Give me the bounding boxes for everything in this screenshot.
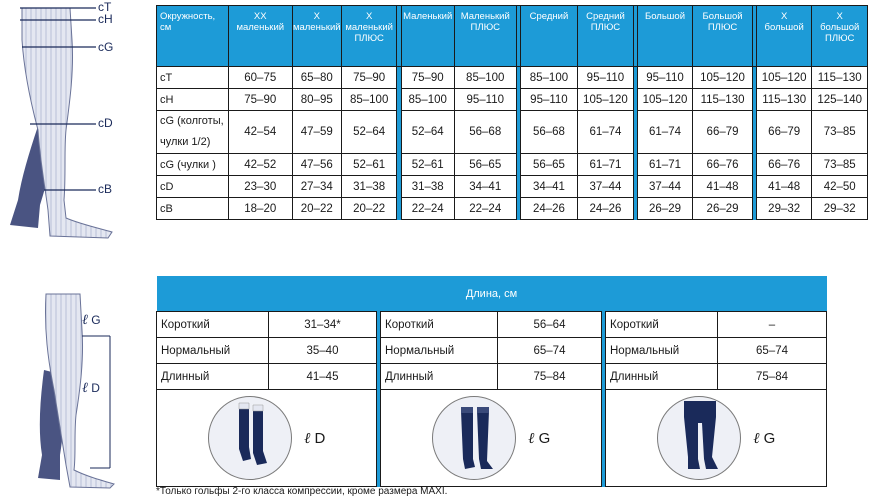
table-cell: 42–54 bbox=[228, 111, 292, 154]
length-header: Длина, см bbox=[157, 276, 827, 312]
length-value: 41–45 bbox=[269, 364, 377, 390]
tights-measurement-figure bbox=[0, 0, 150, 245]
table-cell: 75–90 bbox=[228, 89, 292, 111]
row-label: cT bbox=[157, 67, 229, 89]
table-row bbox=[157, 89, 868, 111]
length-label: Короткий bbox=[606, 312, 718, 338]
size-header-row bbox=[157, 6, 868, 67]
table-cell: 24–26 bbox=[578, 198, 633, 220]
table-cell: 85–100 bbox=[341, 89, 396, 111]
label-lG: ℓ G bbox=[82, 312, 101, 328]
table-cell: 66–76 bbox=[693, 154, 753, 176]
row-label: cH bbox=[157, 89, 229, 111]
size-header: Средний bbox=[520, 6, 578, 67]
table-cell: 29–32 bbox=[812, 198, 868, 220]
table-cell: 75–90 bbox=[401, 67, 454, 89]
table-cell: 61–71 bbox=[578, 154, 633, 176]
table-cell: 34–41 bbox=[520, 176, 578, 198]
table-cell: 61–71 bbox=[637, 154, 692, 176]
table-row bbox=[157, 67, 868, 89]
table-row bbox=[157, 338, 827, 364]
table-cell: 75–90 bbox=[341, 67, 396, 89]
table-cell: 47–56 bbox=[292, 154, 341, 176]
table-cell: 105–120 bbox=[637, 89, 692, 111]
length-value: – bbox=[718, 312, 827, 338]
size-header: XX маленький bbox=[228, 6, 292, 67]
length-value: 65–74 bbox=[498, 338, 602, 364]
length-measurement-figure bbox=[30, 290, 150, 490]
table-cell: 31–38 bbox=[341, 176, 396, 198]
table-cell: 85–100 bbox=[454, 67, 516, 89]
size-header: Средний ПЛЮС bbox=[578, 6, 633, 67]
row-label: cD bbox=[157, 176, 229, 198]
knee-high-sock-icon bbox=[208, 396, 292, 480]
table-cell: 52–61 bbox=[401, 154, 454, 176]
length-label: Нормальный bbox=[157, 338, 269, 364]
table-cell: 95–110 bbox=[578, 67, 633, 89]
table-row bbox=[157, 176, 868, 198]
length-label: Длинный bbox=[381, 364, 498, 390]
table-cell: 115–130 bbox=[812, 67, 868, 89]
knee-high-label: ℓ D bbox=[304, 428, 326, 447]
table-cell: 29–32 bbox=[756, 198, 811, 220]
thigh-high-stocking-icon bbox=[432, 396, 516, 480]
table-cell: 80–95 bbox=[292, 89, 341, 111]
table-cell: 95–110 bbox=[520, 89, 578, 111]
table-cell: 52–64 bbox=[401, 111, 454, 154]
table-cell: 37–44 bbox=[637, 176, 692, 198]
table-cell: 31–38 bbox=[401, 176, 454, 198]
table-cell: 60–75 bbox=[228, 67, 292, 89]
table-cell: 73–85 bbox=[812, 154, 868, 176]
length-size-table bbox=[156, 276, 827, 487]
table-cell: 73–85 bbox=[812, 111, 868, 154]
table-row bbox=[157, 312, 827, 338]
length-label: Нормальный bbox=[381, 338, 498, 364]
thigh-high-cell bbox=[381, 390, 602, 487]
table-cell: 105–120 bbox=[756, 67, 811, 89]
table-cell: 22–24 bbox=[401, 198, 454, 220]
label-lD: ℓ D bbox=[82, 380, 100, 396]
table-cell: 52–64 bbox=[341, 111, 396, 154]
length-label: Длинный bbox=[157, 364, 269, 390]
table-cell: 85–100 bbox=[401, 89, 454, 111]
table-cell: 20–22 bbox=[292, 198, 341, 220]
table-cell: 34–41 bbox=[454, 176, 516, 198]
table-row bbox=[157, 111, 868, 154]
length-value: 75–84 bbox=[718, 364, 827, 390]
table-cell: 23–30 bbox=[228, 176, 292, 198]
table-cell: 42–50 bbox=[812, 176, 868, 198]
pantyhose-cell bbox=[606, 390, 827, 487]
table-cell: 47–59 bbox=[292, 111, 341, 154]
table-cell: 105–120 bbox=[693, 67, 753, 89]
knee-high-cell bbox=[157, 390, 377, 487]
row-label: cG (колготы, чулки 1/2) bbox=[157, 111, 229, 154]
table-cell: 56–65 bbox=[454, 154, 516, 176]
size-header: Маленький ПЛЮС bbox=[454, 6, 516, 67]
table-cell: 20–22 bbox=[341, 198, 396, 220]
table-cell: 52–61 bbox=[341, 154, 396, 176]
table-cell: 65–80 bbox=[292, 67, 341, 89]
table-cell: 24–26 bbox=[520, 198, 578, 220]
table-cell: 61–74 bbox=[637, 111, 692, 154]
label-cD: cD bbox=[98, 116, 113, 130]
label-cG: cG bbox=[98, 40, 114, 54]
circumference-header: Окружность, см bbox=[157, 6, 229, 67]
table-cell: 115–130 bbox=[756, 89, 811, 111]
legs-illustration-icon bbox=[0, 0, 150, 245]
table-cell: 22–24 bbox=[454, 198, 516, 220]
length-label: Короткий bbox=[381, 312, 498, 338]
table-cell: 95–110 bbox=[454, 89, 516, 111]
table-row bbox=[157, 198, 868, 220]
length-label: Короткий bbox=[157, 312, 269, 338]
pantyhose-icon bbox=[657, 396, 741, 480]
thigh-high-label: ℓ G bbox=[528, 428, 551, 447]
size-header: Маленький bbox=[401, 6, 454, 67]
table-cell: 41–48 bbox=[756, 176, 811, 198]
size-header: X маленький ПЛЮС bbox=[341, 6, 396, 67]
table-cell: 66–79 bbox=[756, 111, 811, 154]
length-label: Длинный bbox=[606, 364, 718, 390]
length-value: 75–84 bbox=[498, 364, 602, 390]
table-row bbox=[157, 364, 827, 390]
table-cell: 26–29 bbox=[693, 198, 753, 220]
table-cell: 66–79 bbox=[693, 111, 753, 154]
label-cT: cT bbox=[98, 0, 112, 14]
label-cB: cB bbox=[98, 182, 113, 196]
size-header: X большой ПЛЮС bbox=[812, 6, 868, 67]
product-icons-row bbox=[157, 390, 827, 487]
size-header: X маленький bbox=[292, 6, 341, 67]
table-row bbox=[157, 154, 868, 176]
table-cell: 56–68 bbox=[520, 111, 578, 154]
circumference-size-table bbox=[156, 5, 868, 220]
footnote: *Только гольфы 2-го класса компрессии, кроме размера MAXI. bbox=[156, 486, 448, 497]
row-label: cG (чулки ) bbox=[157, 154, 229, 176]
size-header: Большой bbox=[637, 6, 692, 67]
table-cell: 95–110 bbox=[637, 67, 692, 89]
length-value: 31–34* bbox=[269, 312, 377, 338]
table-cell: 42–52 bbox=[228, 154, 292, 176]
table-cell: 18–20 bbox=[228, 198, 292, 220]
length-label: Нормальный bbox=[606, 338, 718, 364]
label-cH: cH bbox=[98, 12, 113, 26]
table-cell: 26–29 bbox=[637, 198, 692, 220]
pantyhose-label: ℓ G bbox=[753, 428, 776, 447]
length-value: 56–64 bbox=[498, 312, 602, 338]
table-cell: 41–48 bbox=[693, 176, 753, 198]
table-cell: 37–44 bbox=[578, 176, 633, 198]
table-cell: 85–100 bbox=[520, 67, 578, 89]
table-cell: 105–120 bbox=[578, 89, 633, 111]
table-cell: 125–140 bbox=[812, 89, 868, 111]
size-header: Большой ПЛЮС bbox=[693, 6, 753, 67]
length-value: 65–74 bbox=[718, 338, 827, 364]
size-header: X большой bbox=[756, 6, 811, 67]
table-cell: 66–76 bbox=[756, 154, 811, 176]
table-cell: 115–130 bbox=[693, 89, 753, 111]
length-value: 35–40 bbox=[269, 338, 377, 364]
table-cell: 56–68 bbox=[454, 111, 516, 154]
table-cell: 61–74 bbox=[578, 111, 633, 154]
row-label: cB bbox=[157, 198, 229, 220]
table-cell: 56–65 bbox=[520, 154, 578, 176]
table-cell: 27–34 bbox=[292, 176, 341, 198]
